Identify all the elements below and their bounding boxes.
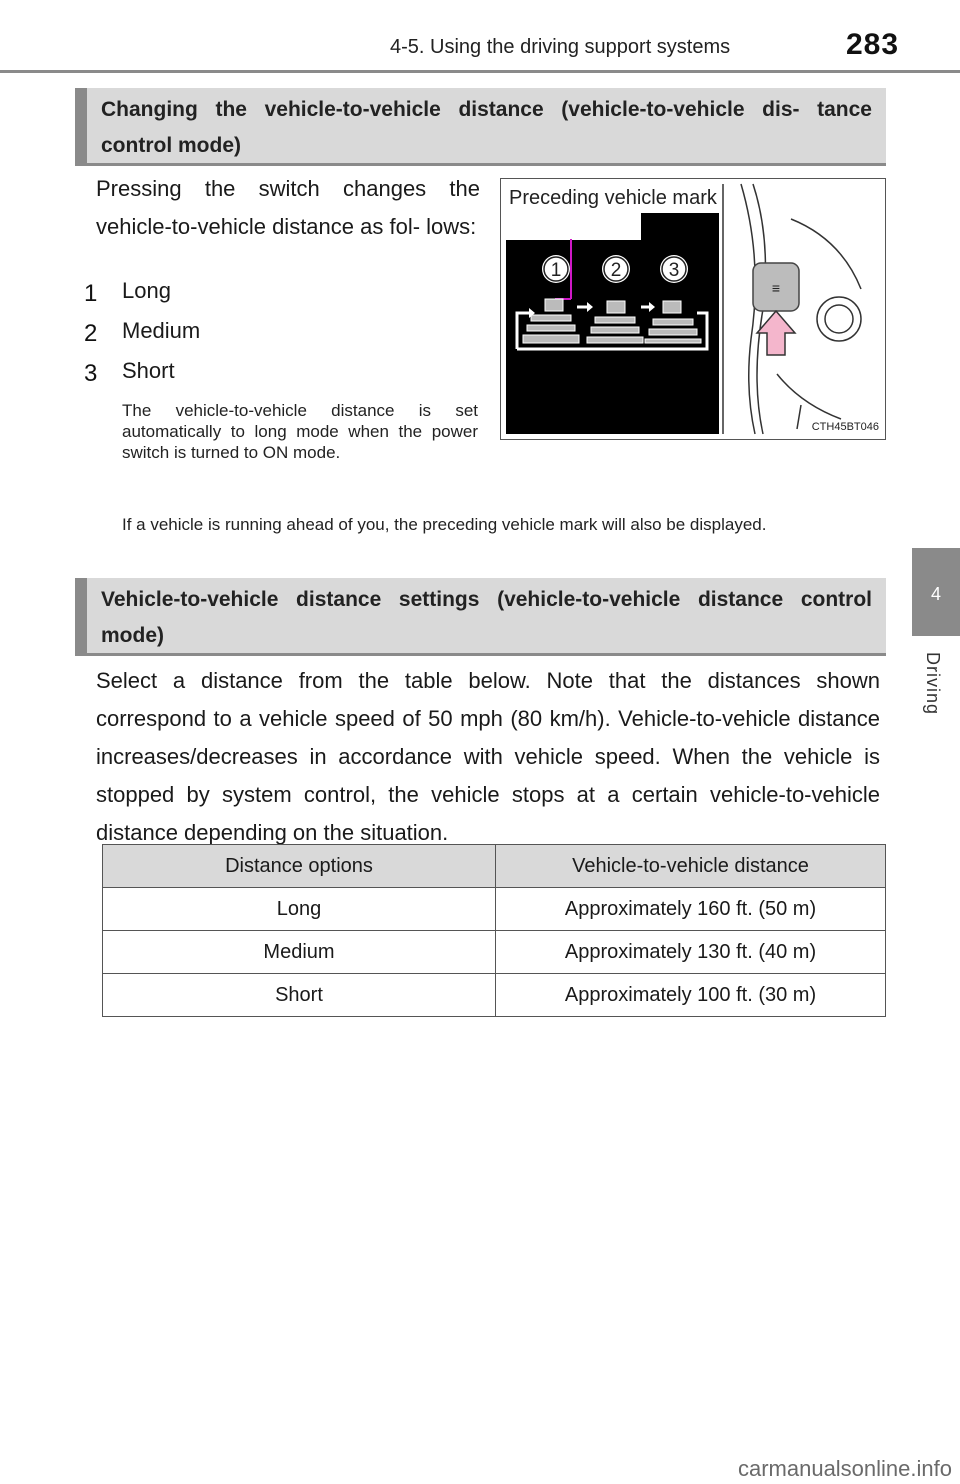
header-divider	[0, 70, 960, 73]
settings-paragraph: Select a distance from the table below. Note that the distances shown correspond to a vehicle speed of 50 mph (80 km/h). Vehicle-to-vehicle distance increases/decreases in accordance with vehicle speed. When the vehicle is stopped by system control, the vehicle stops at a certain vehicle-to-vehicle distance depending on the situation.	[96, 668, 880, 845]
item-number: 2	[84, 320, 98, 347]
table-row	[103, 931, 886, 974]
chapter-label: Driving	[923, 652, 943, 716]
svg-text:2: 2	[610, 260, 622, 281]
item-label: Short	[122, 358, 175, 383]
note-auto-long-mode: The vehicle-to-vehicle distance is set automatically to long mode when the power switch is turned to ON mode.	[122, 401, 478, 462]
chapter-tab[interactable]	[912, 548, 960, 636]
intro-paragraph: Pressing the switch changes the vehicle-to-vehicle distance as fol- lows:	[96, 176, 480, 239]
column-header: Vehicle-to-vehicle distance	[496, 845, 886, 888]
item-label: Medium	[122, 318, 201, 343]
section-heading-distance-settings	[75, 578, 886, 656]
table-cell: Short	[103, 974, 496, 1017]
callout-label: Preceding vehicle mark	[505, 183, 721, 213]
svg-text:≡: ≡	[771, 280, 781, 296]
item-number: 1	[84, 280, 98, 307]
illustration-graphic	[501, 179, 885, 439]
distance-switch-icon	[753, 263, 799, 311]
svg-text:3: 3	[668, 260, 680, 281]
table-cell: Approximately 100 ft. (30 m)	[496, 974, 886, 1017]
note-preceding-vehicle: If a vehicle is running ahead of you, the preceding vehicle mark will also be displayed.	[122, 515, 767, 534]
item-label: Long	[122, 278, 171, 303]
distance-switch-illustration	[500, 178, 886, 440]
section-heading-changing-distance	[75, 88, 886, 166]
table-cell: Approximately 160 ft. (50 m)	[496, 888, 886, 931]
chapter-number: 4	[930, 584, 941, 604]
section-heading-text: Vehicle-to-vehicle distance settings (vehicle-to-vehicle distance control mode)	[101, 588, 872, 647]
header-section-title: 4-5. Using the driving support systems	[390, 36, 731, 58]
table-header-row	[103, 845, 886, 888]
table-cell: Long	[103, 888, 496, 931]
table-cell: Medium	[103, 931, 496, 974]
svg-text:1: 1	[550, 260, 562, 281]
press-arrow-icon	[757, 311, 795, 355]
column-header: Distance options	[103, 845, 496, 888]
table-cell: Approximately 130 ft. (40 m)	[496, 931, 886, 974]
page-number: 283	[846, 28, 900, 61]
item-number: 3	[84, 360, 98, 387]
figure-code: CTH45BT046	[811, 421, 879, 433]
distance-table	[102, 844, 886, 1017]
table-row	[103, 974, 886, 1017]
watermark[interactable]: carmanualsonline.info	[737, 1456, 952, 1481]
section-heading-text: Changing the vehicle-to-vehicle distance (vehicle-to-vehicle dis- tance control mode)	[101, 98, 872, 157]
table-row	[103, 888, 886, 931]
